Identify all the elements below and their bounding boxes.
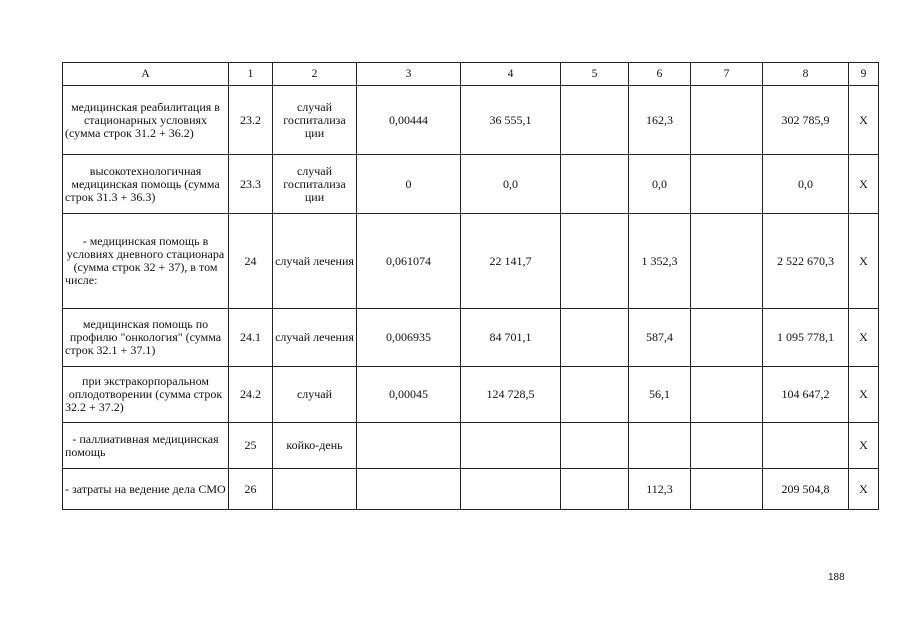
value-cell-3: 0,006935 <box>357 309 461 367</box>
value-cell-4: 0,0 <box>461 155 561 214</box>
value-cell-3: 0 <box>357 155 461 214</box>
column-header: А <box>63 63 229 86</box>
column-header: 4 <box>461 63 561 86</box>
value-cell-8: 209 504,8 <box>763 469 849 510</box>
value-cell-3: 0,00444 <box>357 86 461 155</box>
value-cell-3 <box>357 423 461 469</box>
value-cell-6: 112,3 <box>629 469 691 510</box>
value-cell-5 <box>561 469 629 510</box>
value-cell-9: Х <box>849 309 879 367</box>
table-row <box>63 367 879 423</box>
value-cell-9: Х <box>849 214 879 309</box>
value-cell-7 <box>691 155 763 214</box>
value-cell-3: 0,00045 <box>357 367 461 423</box>
value-cell-5 <box>561 423 629 469</box>
table-row <box>63 469 879 510</box>
column-header: 5 <box>561 63 629 86</box>
value-cell-7 <box>691 214 763 309</box>
column-header: 9 <box>849 63 879 86</box>
value-cell-7 <box>691 469 763 510</box>
value-cell-8: 302 785,9 <box>763 86 849 155</box>
unit-cell: случай госпитализа ции <box>273 155 357 214</box>
value-cell-6: 1 352,3 <box>629 214 691 309</box>
row-name-cell: медицинская реабилитация в стационарных условиях (сумма строк 31.2 + 36.2) <box>63 86 229 155</box>
column-header: 3 <box>357 63 461 86</box>
budget-table <box>62 62 879 510</box>
value-cell-6: 162,3 <box>629 86 691 155</box>
header-row <box>63 63 879 86</box>
row-name-cell: медицинская помощь по профилю "онкология" (сумма строк 32.1 + 37.1) <box>63 309 229 367</box>
row-code-cell: 26 <box>229 469 273 510</box>
row-code-cell: 23.3 <box>229 155 273 214</box>
value-cell-9: Х <box>849 86 879 155</box>
row-code-cell: 25 <box>229 423 273 469</box>
unit-cell <box>273 469 357 510</box>
row-code-cell: 23.2 <box>229 86 273 155</box>
value-cell-8: 0,0 <box>763 155 849 214</box>
row-code-cell: 24.1 <box>229 309 273 367</box>
value-cell-6: 587,4 <box>629 309 691 367</box>
table-row <box>63 155 879 214</box>
column-header: 1 <box>229 63 273 86</box>
value-cell-5 <box>561 367 629 423</box>
value-cell-4 <box>461 469 561 510</box>
value-cell-3: 0,061074 <box>357 214 461 309</box>
value-cell-4: 124 728,5 <box>461 367 561 423</box>
budget-table-container <box>62 62 878 510</box>
value-cell-7 <box>691 86 763 155</box>
value-cell-9: Х <box>849 155 879 214</box>
unit-cell: случай госпитализа ции <box>273 86 357 155</box>
value-cell-3 <box>357 469 461 510</box>
value-cell-5 <box>561 309 629 367</box>
value-cell-4: 22 141,7 <box>461 214 561 309</box>
value-cell-9: Х <box>849 367 879 423</box>
unit-cell: случай лечения <box>273 309 357 367</box>
page-number: 188 <box>828 572 845 583</box>
value-cell-9: Х <box>849 423 879 469</box>
value-cell-8: 104 647,2 <box>763 367 849 423</box>
value-cell-4 <box>461 423 561 469</box>
value-cell-5 <box>561 214 629 309</box>
unit-cell: случай <box>273 367 357 423</box>
table-row <box>63 86 879 155</box>
value-cell-6 <box>629 423 691 469</box>
unit-cell: случай лечения <box>273 214 357 309</box>
row-name-cell: высокотехнологичная медицинская помощь (сумма строк 31.3 + 36.3) <box>63 155 229 214</box>
value-cell-8: 2 522 670,3 <box>763 214 849 309</box>
value-cell-6: 56,1 <box>629 367 691 423</box>
value-cell-5 <box>561 86 629 155</box>
row-name-cell: при экстракорпоральном оплодотворении (сумма строк 32.2 + 37.2) <box>63 367 229 423</box>
value-cell-5 <box>561 155 629 214</box>
value-cell-7 <box>691 423 763 469</box>
column-header: 8 <box>763 63 849 86</box>
column-header: 7 <box>691 63 763 86</box>
value-cell-7 <box>691 309 763 367</box>
table-row <box>63 309 879 367</box>
value-cell-4: 36 555,1 <box>461 86 561 155</box>
value-cell-7 <box>691 367 763 423</box>
value-cell-9: Х <box>849 469 879 510</box>
value-cell-8 <box>763 423 849 469</box>
unit-cell: койко-день <box>273 423 357 469</box>
row-name-cell: - медицинская помощь в условиях дневного стационара (сумма строк 32 + 37), в том числе: <box>63 214 229 309</box>
value-cell-6: 0,0 <box>629 155 691 214</box>
row-name-cell: - затраты на ведение дела СМО <box>63 469 229 510</box>
table-row <box>63 214 879 309</box>
row-name-cell: - паллиативная медицинская помощь <box>63 423 229 469</box>
column-header: 6 <box>629 63 691 86</box>
column-header: 2 <box>273 63 357 86</box>
value-cell-4: 84 701,1 <box>461 309 561 367</box>
value-cell-8: 1 095 778,1 <box>763 309 849 367</box>
row-code-cell: 24.2 <box>229 367 273 423</box>
row-code-cell: 24 <box>229 214 273 309</box>
table-row <box>63 423 879 469</box>
